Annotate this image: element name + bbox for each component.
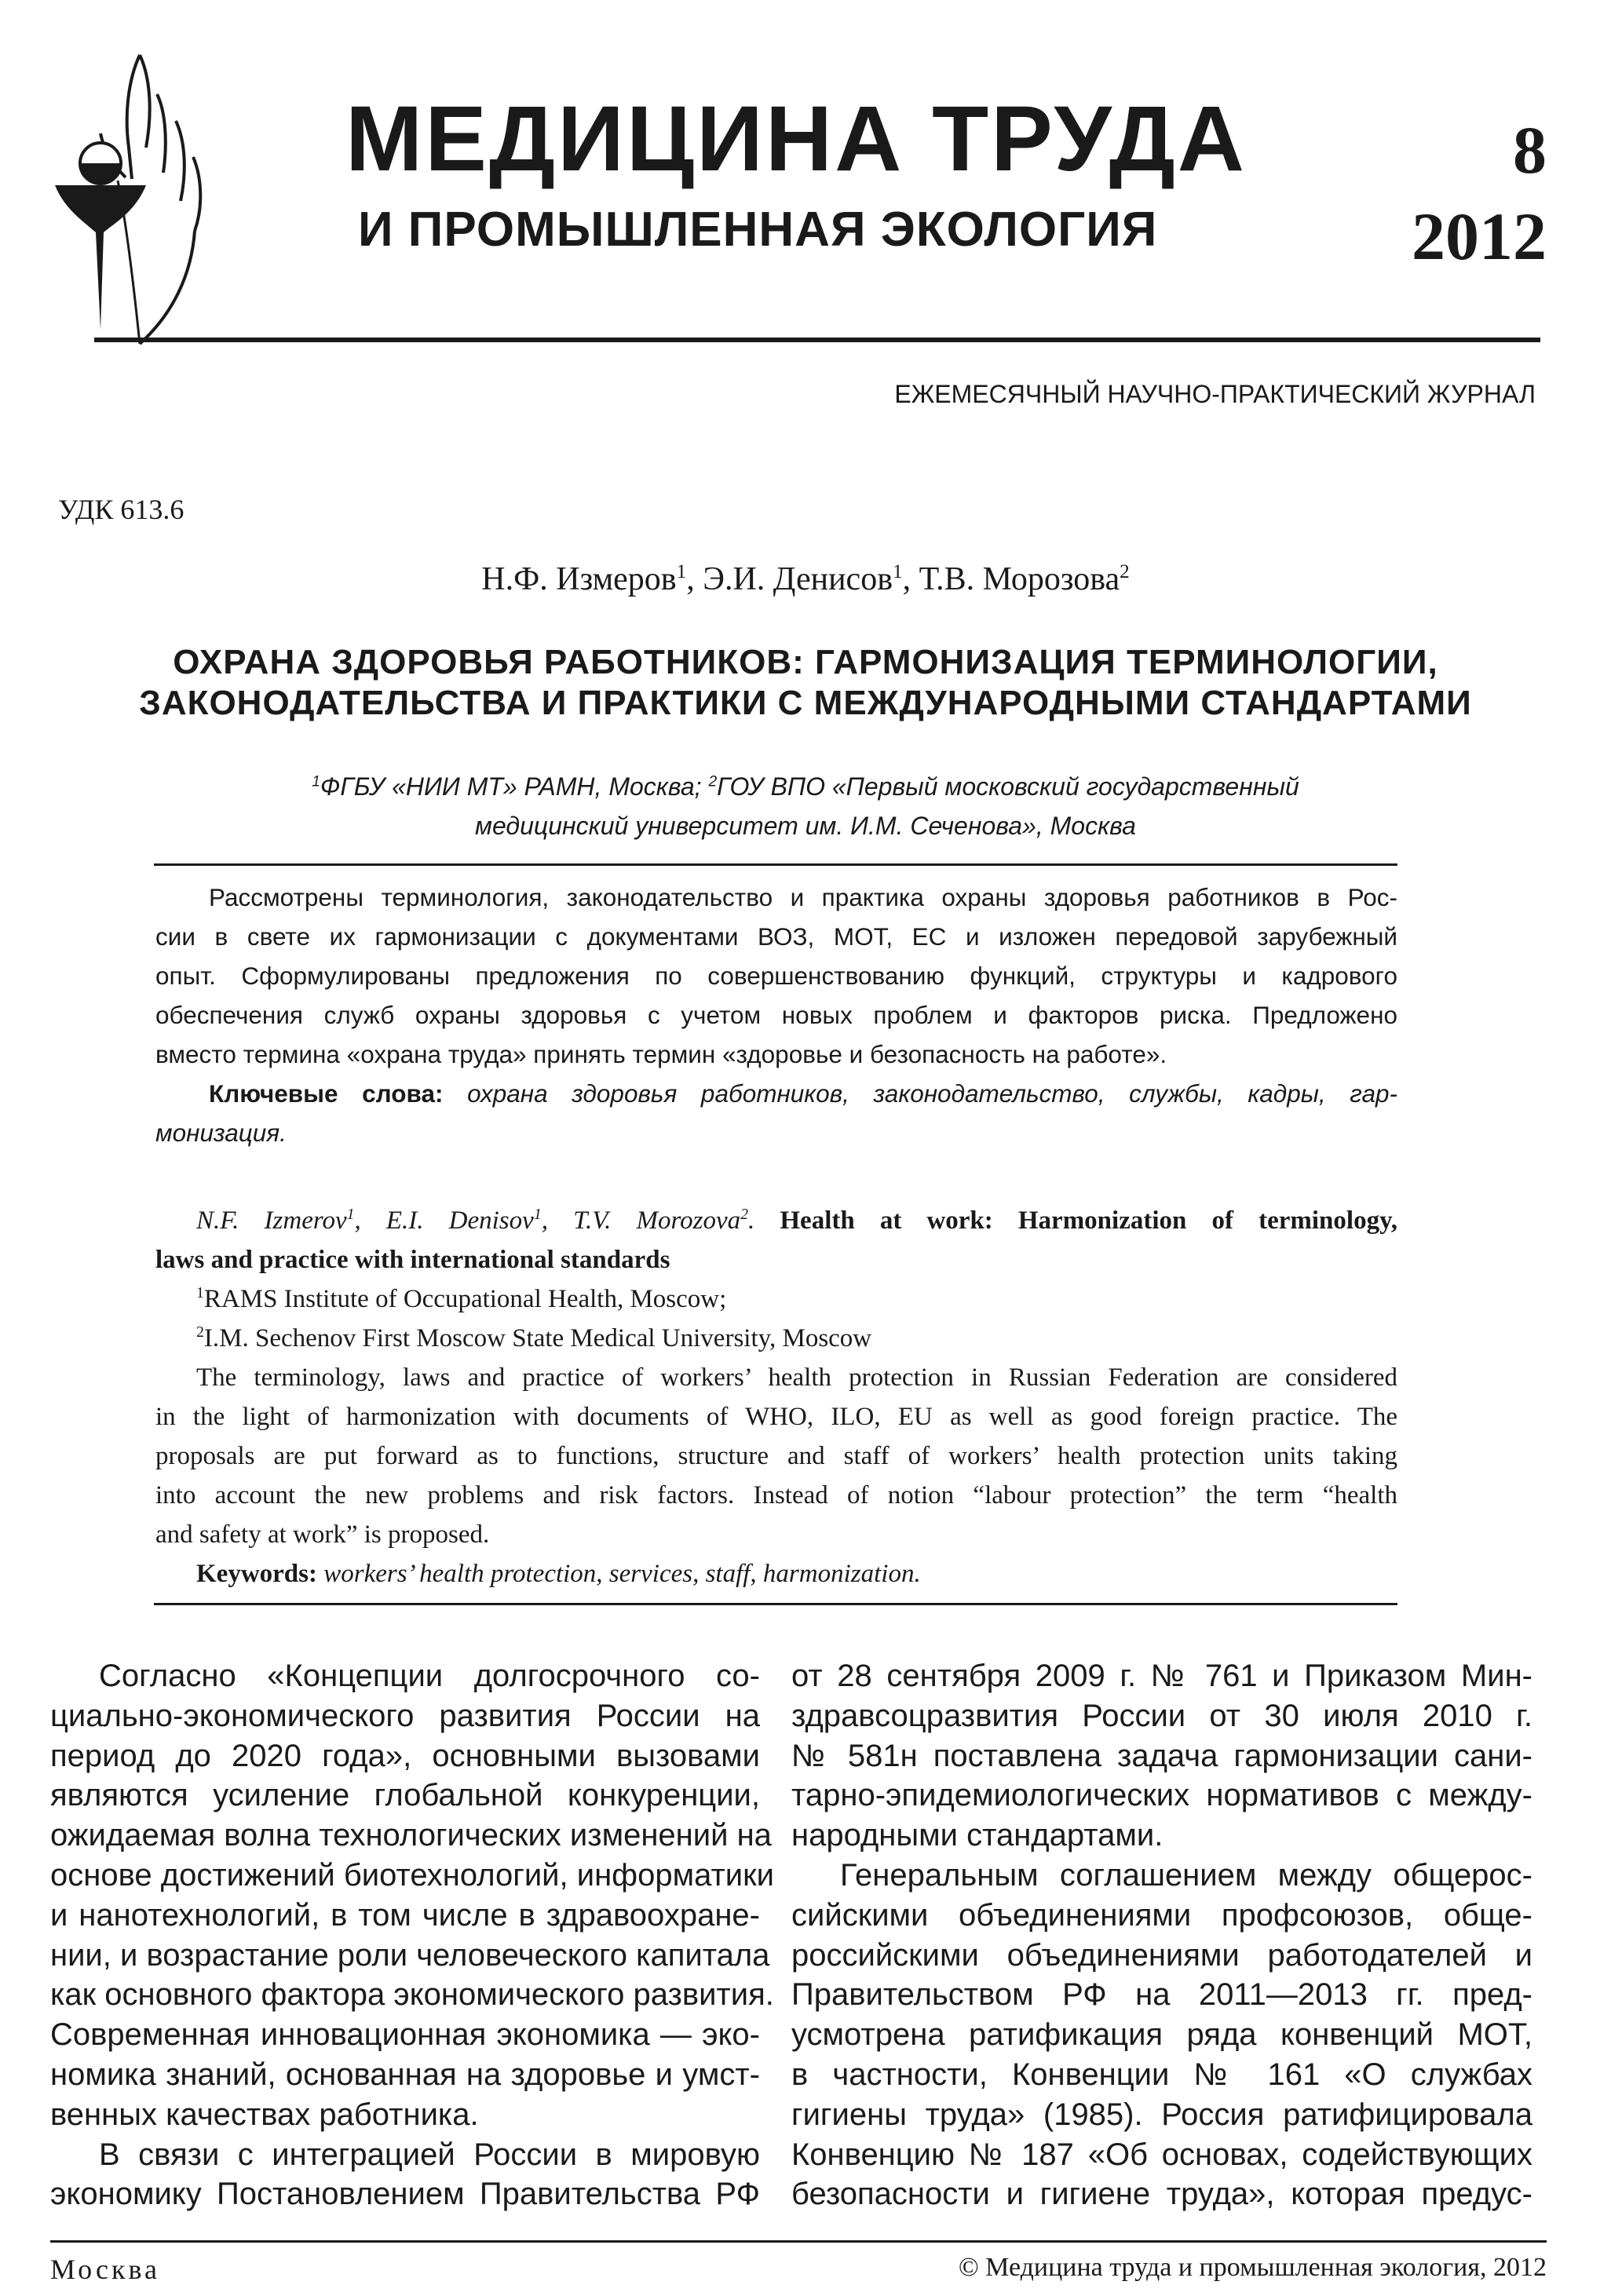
keywords-en: [155, 1554, 1397, 1593]
abstract-line: вместо термина «охрана труда» принять термин «здоровье и безопасность на работе».: [155, 1040, 1167, 1068]
en-abstract-line: proposals are put forward as to functions, structure and staff of workers’ health protection units taking: [155, 1442, 1397, 1470]
article-title-line: ОХРАНА ЗДОРОВЬЯ РАБОТНИКОВ: ГАРМОНИЗАЦИЯ ТЕРМИНОЛОГИИ,: [173, 643, 1438, 681]
journal-type: ЕЖЕМЕСЯЧНЫЙ НАУЧНО-ПРАКТИЧЕСКИЙ ЖУРНАЛ: [894, 380, 1536, 408]
affiliation-text: ФГБУ «НИИ МТ» РАМН, Москва;: [320, 772, 709, 801]
body-column-left: [50, 1656, 774, 2214]
body-text-line: являются усиление глобальной конкуренции,: [50, 1778, 760, 1813]
body-text-line: номика знаний, основанная на здоровье и умст-: [50, 2057, 760, 2092]
abstract-line: сии в свете их гармонизации с документами ВОЗ, МОТ, ЕС и изложен передовой зарубежный: [155, 922, 1397, 951]
body-text-line: Конвенцию № 187 «Об основах, содействующих: [791, 2137, 1532, 2172]
en-author: E.I. Denisov: [385, 1206, 534, 1235]
en-author-separator: ,: [541, 1206, 574, 1235]
author-affil-sup: 1: [893, 561, 903, 582]
author: Н.Ф. Измеров: [481, 561, 677, 597]
en-affiliation: [155, 1319, 1397, 1358]
en-affil-sup: 2: [196, 1323, 204, 1341]
author-separator: ,: [902, 561, 919, 597]
en-author-separator: .: [748, 1206, 780, 1235]
body-text-line: Правительством РФ на 2011—2013 гг. пред-: [791, 1977, 1532, 2013]
body-text-line: здравсоцразвития России от 30 июля 2010 г.: [791, 1698, 1532, 1733]
body-text-line: ожидаемая волна технологических изменений на: [50, 1818, 772, 1853]
en-affiliation: [155, 1279, 1397, 1319]
body-text-line: венных качествах работника.: [50, 2097, 479, 2132]
journal-title-line2: И ПРОМЫШЛЕННАЯ ЭКОЛОГИЯ: [358, 203, 1158, 257]
abstract-top-rule: [154, 863, 1397, 866]
body-text-line: период до 2020 года», основными вызовами: [50, 1738, 760, 1773]
keywords-text: монизация.: [155, 1119, 287, 1147]
abstract-bottom-rule: [154, 1603, 1397, 1605]
en-author: T.V. Morozova: [573, 1206, 741, 1235]
authors: [0, 560, 1611, 598]
affil-sup: 2: [708, 773, 718, 790]
affil-sup: 1: [312, 773, 320, 790]
author: Э.И. Денисов: [703, 561, 893, 597]
footer-copyright: © Медицина труда и промышленная экология, 2012: [958, 2253, 1547, 2282]
body-text-line: тарно-эпидемиологических нормативов с между-: [791, 1778, 1532, 1813]
abstract-line: Рассмотрены терминология, законодательство и практика охраны здоровья работников в Рос-: [209, 883, 1397, 911]
hand-with-chalice-logo-icon: [47, 47, 236, 361]
issue-year: 2012: [1412, 199, 1547, 274]
en-abstract-line: The terminology, laws and practice of workers’ health protection in Russian Federation are considered: [196, 1363, 1397, 1392]
keywords-label: Keywords:: [196, 1560, 317, 1588]
en-abstract-line: and safety at work” is proposed.: [155, 1520, 490, 1549]
author-separator: ,: [686, 561, 703, 597]
en-affil-sup: 1: [196, 1284, 204, 1301]
en-affil-text: I.M. Sechenov First Moscow State Medical University, Moscow: [203, 1324, 872, 1352]
body-text-line: российскими объединениями работодателей и: [791, 1937, 1532, 1973]
en-abstract-line: in the light of harmonization with documents of WHO, ILO, EU as well as good foreign practice. The: [155, 1403, 1397, 1431]
body-text-line: в частности, Конвенции № 161 «О службах: [791, 2057, 1532, 2092]
body-text-line: Генеральным соглашением между общерос-: [840, 1857, 1532, 1893]
body-text-line: экономику Постановлением Правительства РФ: [50, 2177, 760, 2212]
en-author: N.F. Izmerov: [196, 1206, 347, 1235]
en-author-sup: 1: [533, 1206, 542, 1223]
body-text-line: как основного фактора экономического развития.: [50, 1977, 774, 2013]
en-author-separator: ,: [354, 1206, 386, 1235]
author-affil-sup: 1: [676, 561, 687, 582]
body-text-line: № 581н поставлена задача гармонизации сани-: [791, 1738, 1532, 1773]
affiliations: [0, 768, 1611, 845]
keywords-ru: [155, 1074, 1397, 1113]
keywords-text: охрана здоровья работников, законодательство, службы, кадры, гар-: [443, 1079, 1397, 1108]
abstract-line: опыт. Сформулированы предложения по совершенствованию функций, структуры и кадрового: [155, 962, 1397, 990]
en-author-sup: 2: [740, 1206, 748, 1223]
body-text-line: циально-экономического развития России на: [50, 1698, 760, 1733]
footer-city: Москва: [50, 2254, 160, 2285]
body-text-line: нии, и возрастание роли человеческого капитала: [50, 1937, 770, 1973]
article-title-line: ЗАКОНОДАТЕЛЬСТВА И ПРАКТИКИ С МЕЖДУНАРОДНЫМИ СТАНДАРТАМИ: [139, 683, 1472, 722]
abstract-en: [155, 1201, 1397, 1593]
footer-rule: [50, 2240, 1547, 2243]
en-title: laws and practice with international standards: [155, 1246, 670, 1274]
en-author-sup: 1: [346, 1206, 355, 1223]
body-text-line: от 28 сентября 2009 г. № 761 и Приказом Мин-: [791, 1659, 1532, 1693]
author-affil-sup: 2: [1120, 561, 1130, 582]
affiliation-text: медицинский университет им. И.М. Сеченова», Москва: [475, 811, 1136, 840]
journal-title-line1: МЕДИЦИНА ТРУДА: [345, 87, 1248, 191]
author: Т.В. Морозова: [919, 561, 1120, 597]
udk-code: УДК 613.6: [58, 494, 184, 525]
affiliation-text: ГОУ ВПО «Первый московский государственный: [717, 772, 1299, 801]
en-title-line: [155, 1201, 1397, 1240]
body-text-line: безопасности и гигиене труда», которая предус-: [791, 2177, 1532, 2212]
abstract-ru: [155, 878, 1397, 1152]
abstract-line: обеспечения служб охраны здоровья с учетом новых проблем и факторов риска. Предложено: [155, 1001, 1397, 1029]
masthead-rule: [94, 338, 1540, 342]
body-text-line: Согласно «Концепции долгосрочного со-: [99, 1659, 760, 1693]
en-title: Health at work: Harmonization of terminology,: [780, 1206, 1397, 1235]
article-title: [31, 642, 1580, 724]
issue-number: 8: [1513, 112, 1547, 188]
body-text-line: усмотрена ратификация ряда конвенций МОТ,: [791, 2017, 1532, 2053]
body-text-line: основе достижений биотехнологий, информатики: [50, 1857, 774, 1893]
body-text-line: Современная инновационная экономика — эко-: [50, 2017, 760, 2053]
body-text-line: сийскими объединениями профсоюзов, обще-: [791, 1897, 1532, 1933]
body-text-line: гигиены труда» (1985). Россия ратифицировала: [791, 2097, 1532, 2132]
keywords-text: workers’ health protection, services, staff, harmonization.: [316, 1560, 921, 1588]
body-text-line: В связи с интеграцией России в мировую: [99, 2137, 760, 2172]
body-text-line: народными стандартами.: [791, 1818, 1164, 1853]
en-affil-text: RAMS Institute of Occupational Health, Moscow;: [203, 1285, 727, 1313]
keywords-label: Ключевые слова:: [209, 1079, 444, 1108]
body-column-right: [791, 1656, 1532, 2214]
body-text-line: и нанотехнологий, в том числе в здравоохране-: [50, 1897, 760, 1933]
en-abstract-line: into account the new problems and risk factors. Instead of notion “labour protection” the term “health: [155, 1481, 1397, 1509]
